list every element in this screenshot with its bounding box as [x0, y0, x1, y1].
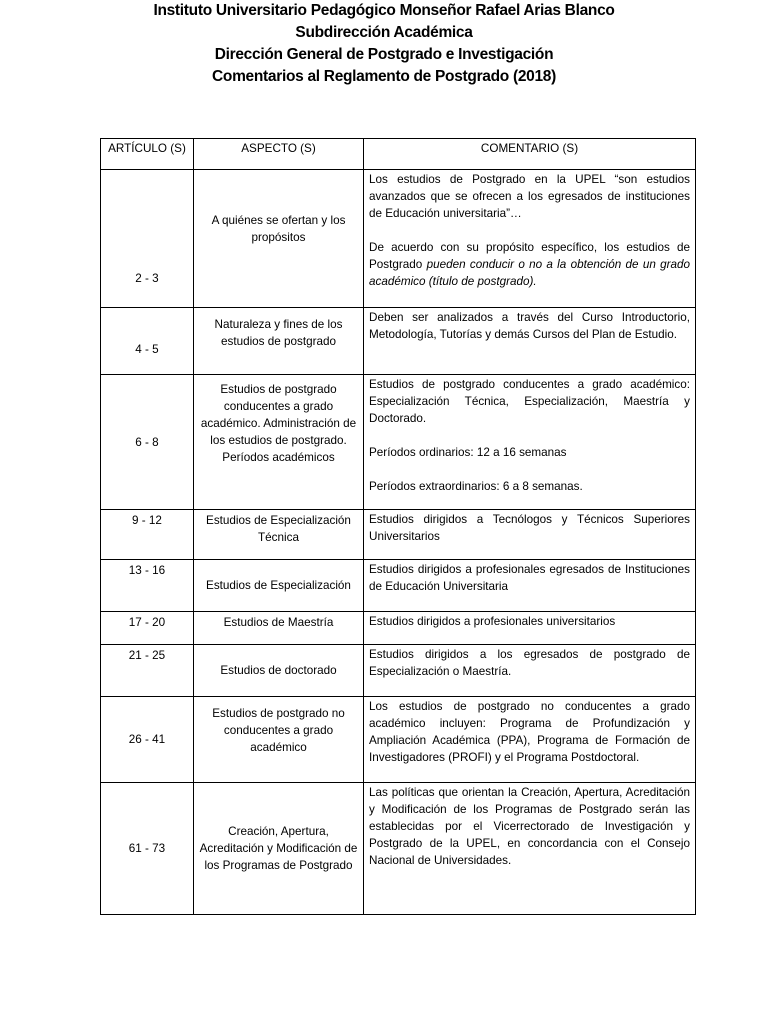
table-row	[101, 697, 696, 783]
institution-name: Instituto Universitario Pedagógico Monseñor Rafael Arias Blanco	[153, 2, 615, 19]
comentario-cell: Deben ser analizados a través del Curso Introductorio, Metodología, Tutorías y demás Cursos del Plan de Estudio.	[364, 308, 696, 375]
articulo-cell: 17 - 20	[101, 612, 194, 645]
articulo-text: 4 - 5	[135, 343, 159, 356]
articulo-cell	[101, 308, 194, 375]
comentario-cell: Las políticas que orientan la Creación, Apertura, Acreditación y Modificación de los Programas de Postgrado serán las establecidas por el Vicerrectorado de Investigación y Postgrado de la UPEL, en concordancia con el Consejo Nacional de Universidades.	[364, 783, 696, 915]
comentario-paragraph: Períodos extraordinarios: 6 a 8 semanas.	[369, 480, 583, 493]
document-header	[0, 0, 768, 88]
aspecto-cell: Naturaleza y fines de los estudios de postgrado	[194, 308, 364, 375]
articulo-cell: 61 - 73	[101, 783, 194, 915]
aspecto-cell: Creación, Apertura, Acreditación y Modificación de los Programas de Postgrado	[194, 783, 364, 915]
articulo-cell: 6 - 8	[101, 375, 194, 510]
subdirection-name: Subdirección Académica	[295, 24, 473, 41]
comentario-paragraph: Períodos ordinarios: 12 a 16 semanas	[369, 446, 567, 459]
aspecto-cell: Estudios de Especialización	[194, 560, 364, 612]
aspecto-cell: Estudios de Especialización Técnica	[194, 510, 364, 560]
header-aspecto: ASPECTO (S)	[194, 139, 364, 170]
aspecto-text: A quiénes se ofertan y los propósitos	[211, 214, 346, 244]
document-title: Comentarios al Reglamento de Postgrado (2018)	[212, 68, 556, 85]
articulo-cell: 26 - 41	[101, 697, 194, 783]
aspecto-cell	[194, 170, 364, 308]
table-row	[101, 170, 696, 308]
comentario-cell: Estudios dirigidos a profesionales universitarios	[364, 612, 696, 645]
comentario-paragraph: Los estudios de Postgrado en la UPEL “son estudios avanzados que se ofrecen a los egresados de instituciones de Educación universitaria”…	[369, 173, 690, 220]
header-articulo: ARTÍCULO (S)	[101, 139, 194, 170]
articulo-cell: 2 - 3	[101, 170, 194, 308]
table-row	[101, 645, 696, 697]
regulation-table	[100, 138, 696, 915]
table-row	[101, 308, 696, 375]
articulo-cell: 9 - 12	[101, 510, 194, 560]
comentario-cell: Estudios dirigidos a los egresados de postgrado de Especialización o Maestría.	[364, 645, 696, 697]
aspecto-cell: Estudios de postgrado conducentes a grado académico. Administración de los estudios de postgrado. Períodos académicos	[194, 375, 364, 510]
table-row	[101, 612, 696, 645]
comentario-italic-text: pueden conducir o no a la obtención de un grado académico (título de postgrado).	[369, 258, 691, 288]
comentario-cell: Estudios dirigidos a Tecnólogos y Técnicos Superiores Universitarios	[364, 510, 696, 560]
comentario-paragraph	[369, 239, 690, 290]
comentario-paragraph: Estudios de postgrado conducentes a grado académico: Especialización Técnica, Especialización, Maestría y Doctorado.	[369, 378, 690, 425]
table-row	[101, 783, 696, 915]
comentario-cell	[364, 170, 696, 308]
articulo-cell: 21 - 25	[101, 645, 194, 697]
direction-name: Dirección General de Postgrado e Investigación	[214, 46, 554, 63]
table-row	[101, 510, 696, 560]
table-row	[101, 375, 696, 510]
aspecto-cell: Estudios de doctorado	[194, 645, 364, 697]
aspecto-cell: Estudios de postgrado no conducentes a grado académico	[194, 697, 364, 783]
table-header-row	[101, 139, 696, 170]
comentario-cell: Estudios dirigidos a profesionales egresados de Instituciones de Educación Universitaria	[364, 560, 696, 612]
table-row	[101, 560, 696, 612]
comentario-cell	[364, 375, 696, 510]
comentario-cell: Los estudios de postgrado no conducentes a grado académico incluyen: Programa de Profundización y Ampliación Académica (PPA), Programa de Formación de Investigadores (PROFI) y el Programa Postdoctoral.	[364, 697, 696, 783]
header-comentario: COMENTARIO (S)	[364, 139, 696, 170]
articulo-cell: 13 - 16	[101, 560, 194, 612]
comentario-text: De acuerdo con su propósito específico, los estudios de Postgrado	[369, 241, 690, 271]
aspecto-cell: Estudios de Maestría	[194, 612, 364, 645]
